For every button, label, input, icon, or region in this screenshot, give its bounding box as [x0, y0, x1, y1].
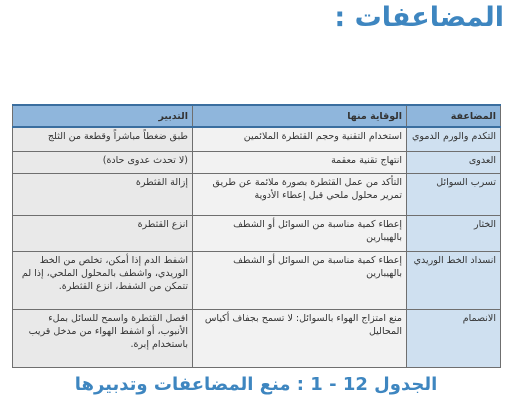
- table-row: [13, 151, 501, 173]
- cell-complication: العدوى: [407, 151, 501, 173]
- table-row: [13, 215, 501, 251]
- cell-prevention: انتهاج تقنية معقمة: [193, 151, 407, 173]
- cell-complication: الانصمام: [407, 309, 501, 367]
- table-header-row: [13, 105, 501, 127]
- cell-prevention: إعطاء كمية مناسبة من السوائل أو الشطف بالهيبارين: [193, 251, 407, 309]
- table-row: [13, 309, 501, 367]
- cell-management: افصل القثطرة واسمح للسائل بملء الأنبوب، أو اشفط الهواء من مدخل قريب باستخدام إبرة.: [13, 309, 193, 367]
- page-heading: المضاعفات :: [334, 2, 504, 33]
- table-row: [13, 251, 501, 309]
- complications-table: [12, 104, 501, 368]
- cell-prevention: منع امتزاج الهواء بالسوائل: لا تسمح بجفاف أكياس المحاليل: [193, 309, 407, 367]
- header-management: التدبير: [13, 105, 193, 127]
- table-row: [13, 173, 501, 215]
- cell-management: انزع القثطرة: [13, 215, 193, 251]
- table-row: [13, 127, 501, 151]
- cell-management: (لا تحدث عدوى حادة): [13, 151, 193, 173]
- cell-complication: انسداد الخط الوريدي: [407, 251, 501, 309]
- cell-prevention: التأكد من عمل القثطرة بصورة ملائمة عن طريق تمرير محلول ملحي قبل إعطاء الأدوية: [193, 173, 407, 215]
- header-complication: المضاعفة: [407, 105, 501, 127]
- cell-complication: التكدم والورم الدموي: [407, 127, 501, 151]
- cell-complication: تسرب السوائل: [407, 173, 501, 215]
- cell-management: إزالة القثطرة: [13, 173, 193, 215]
- cell-prevention: إعطاء كمية مناسبة من السوائل أو الشطف بالهيبارين: [193, 215, 407, 251]
- header-prevention: الوقاية منها: [193, 105, 407, 127]
- cell-complication: الخثار: [407, 215, 501, 251]
- cell-management: طبق ضغطاً مباشراً وقطعة من الثلج: [13, 127, 193, 151]
- table-caption: الجدول 12 - 1 : منع المضاعفات وتدبيرها: [74, 374, 438, 395]
- cell-prevention: استخدام التقنية وحجم القثطرة الملائمين: [193, 127, 407, 151]
- cell-management: اشفط الدم إذا أمكن، تخلص من الخط الوريدي، واشطف بالمحلول الملحي، إذا لم تتمكن من الشفط، انزع القثطرة.: [13, 251, 193, 309]
